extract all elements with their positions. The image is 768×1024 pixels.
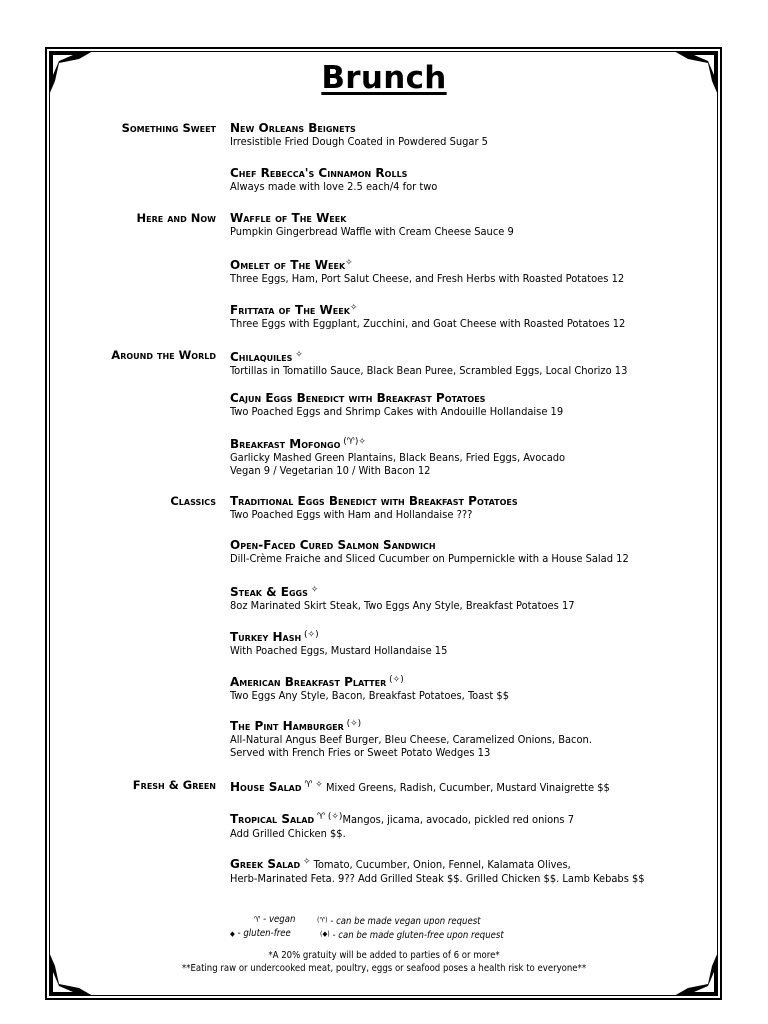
- menu-item: [230, 301, 710, 330]
- item-description: Dill-Crème Fraiche and Sliced Cucumber on Pumpernickle with a House Salad 12: [230, 552, 629, 565]
- item-description: Tomato, Cucumber, Onion, Fennel, Kalamata Olives,: [310, 858, 571, 871]
- item-name: Chef Rebecca's Cinnamon Rolls: [230, 166, 408, 180]
- category-around-the-world: Around the World: [111, 348, 216, 362]
- item-name: Breakfast Mofongo: [230, 437, 341, 451]
- item-description: 8oz Marinated Skirt Steak, Two Eggs Any Style, Breakfast Potatoes 17: [230, 599, 575, 612]
- dietary-symbol-icon: ✧: [292, 350, 303, 360]
- item-description: Two Eggs Any Style, Bacon, Breakfast Potatoes, Toast $$: [230, 689, 510, 702]
- item-description: Irresistible Fried Dough Coated in Powdered Sugar 5: [230, 135, 488, 148]
- item-name: Open-Faced Cured Salmon Sandwich: [230, 538, 436, 552]
- item-description: Two Poached Eggs and Shrimp Cakes with Andouille Hollandaise 19: [230, 405, 564, 418]
- item-description: Three Eggs, Ham, Port Salut Cheese, and Fresh Herbs with Roasted Potatoes 12: [230, 272, 625, 285]
- item-description: Mangos, jicama, avocado, pickled red onions 7: [342, 813, 575, 826]
- dietary-symbol-icon: (✧): [386, 675, 404, 685]
- category-here-and-now: Here and Now: [136, 211, 216, 225]
- item-name: Cajun Eggs Benedict with Breakfast Potatoes: [230, 391, 486, 405]
- item-name: New Orleans Beignets: [230, 121, 356, 135]
- menu-item: [230, 810, 710, 840]
- item-description-line-2: Vegan 9 / Vegetarian 10 / With Bacon 12: [230, 464, 431, 477]
- dietary-symbol-icon: ♈ ✧: [301, 780, 323, 790]
- menu-item: [230, 673, 710, 702]
- menu-item: [230, 778, 710, 795]
- dietary-symbol-icon: (✧): [301, 630, 319, 640]
- vegan-icon: ♈: [254, 915, 261, 924]
- item-description-line-2: Herb-Marinated Feta. 9?? Add Grilled Steak $$. Grilled Chicken $$. Lamb Kebabs $$: [230, 872, 645, 885]
- menu-item: [230, 855, 710, 885]
- item-name: Waffle of The Week: [230, 211, 347, 225]
- item-description: Garlicky Mashed Green Plantains, Black Beans, Fried Eggs, Avocado: [230, 451, 566, 464]
- dietary-symbol-icon: (✧): [343, 719, 362, 729]
- dietary-symbol-icon: ♈ (✧): [314, 812, 343, 822]
- menu-title: Brunch: [321, 60, 447, 96]
- item-name: Traditional Eggs Benedict with Breakfast Potatoes: [230, 494, 518, 508]
- dietary-symbol-icon: (♈)✧: [340, 437, 366, 447]
- item-name: Turkey Hash: [230, 630, 302, 644]
- gluten-free-icon: ◆: [230, 930, 235, 938]
- category-something-sweet: Something Sweet: [121, 121, 216, 135]
- legend-gluten-free-text: - gluten-free: [234, 928, 291, 939]
- menu-item: [230, 256, 710, 285]
- item-description: Tortillas in Tomatillo Sauce, Black Bean Puree, Scrambled Eggs, Local Chorizo 13: [230, 364, 628, 377]
- item-description: Two Poached Eggs with Ham and Hollandaise ???: [230, 508, 473, 521]
- item-description-line-2: Served with French Fries or Sweet Potato Wedges 13: [230, 746, 491, 759]
- menu-item: [230, 538, 710, 565]
- legend-gluten-free-optional-text: - can be made gluten-free upon request: [329, 930, 504, 941]
- item-description-line-2: Add Grilled Chicken $$.: [230, 827, 346, 840]
- menu-item: [230, 166, 710, 193]
- item-description: Mixed Greens, Radish, Cucumber, Mustard Vinaigrette $$: [322, 781, 610, 794]
- dietary-symbol-icon: ✧: [345, 258, 353, 268]
- menu-item: [230, 435, 710, 477]
- item-name: The Pint Hamburger: [230, 719, 344, 733]
- vegan-optional-icon: (♈): [317, 916, 328, 924]
- item-description: Always made with love 2.5 each/4 for two: [230, 180, 438, 193]
- gratuity-note: *A 20% gratuity will be added to parties of 6 or more*: [268, 950, 500, 961]
- menu-item: [230, 211, 710, 238]
- dietary-symbol-icon: ✧: [307, 585, 319, 595]
- item-name: Greek Salad: [230, 857, 301, 871]
- health-warning: **Eating raw or undercooked meat, poultry, eggs or seafood poses a health risk to everyone**: [181, 963, 587, 974]
- menu-item: [230, 717, 710, 759]
- item-description: Three Eggs with Eggplant, Zucchini, and Goat Cheese with Roasted Potatoes 12: [230, 317, 626, 330]
- menu-item: [230, 348, 710, 377]
- category-classics: Classics: [170, 494, 216, 508]
- item-description: With Poached Eggs, Mustard Hollandaise 15: [230, 644, 448, 657]
- legend-vegan-text: - vegan: [260, 914, 296, 925]
- menu-item: [230, 628, 710, 657]
- item-name: Omelet of The Week: [230, 258, 346, 272]
- menu-item: [230, 494, 710, 521]
- dietary-symbol-icon: ✧: [300, 857, 311, 867]
- item-name: Chilaquiles: [230, 350, 293, 364]
- menu-item: [230, 121, 710, 148]
- item-name: House Salad: [230, 780, 302, 794]
- category-fresh-and-green: Fresh & Green: [132, 778, 216, 792]
- item-name: American Breakfast Platter: [230, 675, 387, 689]
- gluten-free-optional-icon: (◆): [320, 930, 330, 938]
- item-name: Steak & Eggs: [230, 585, 308, 599]
- item-name: Tropical Salad: [230, 812, 315, 826]
- item-description: Pumpkin Gingerbread Waffle with Cream Cheese Sauce 9: [230, 225, 514, 238]
- menu-item: [230, 391, 710, 418]
- dietary-symbol-icon: ✧: [349, 303, 358, 313]
- item-description: All-Natural Angus Beef Burger, Bleu Cheese, Caramelized Onions, Bacon.: [230, 733, 592, 746]
- legend-vegan-optional-text: - can be made vegan upon request: [327, 916, 481, 927]
- item-name: Frittata of The Week: [230, 303, 350, 317]
- menu-item: [230, 583, 710, 612]
